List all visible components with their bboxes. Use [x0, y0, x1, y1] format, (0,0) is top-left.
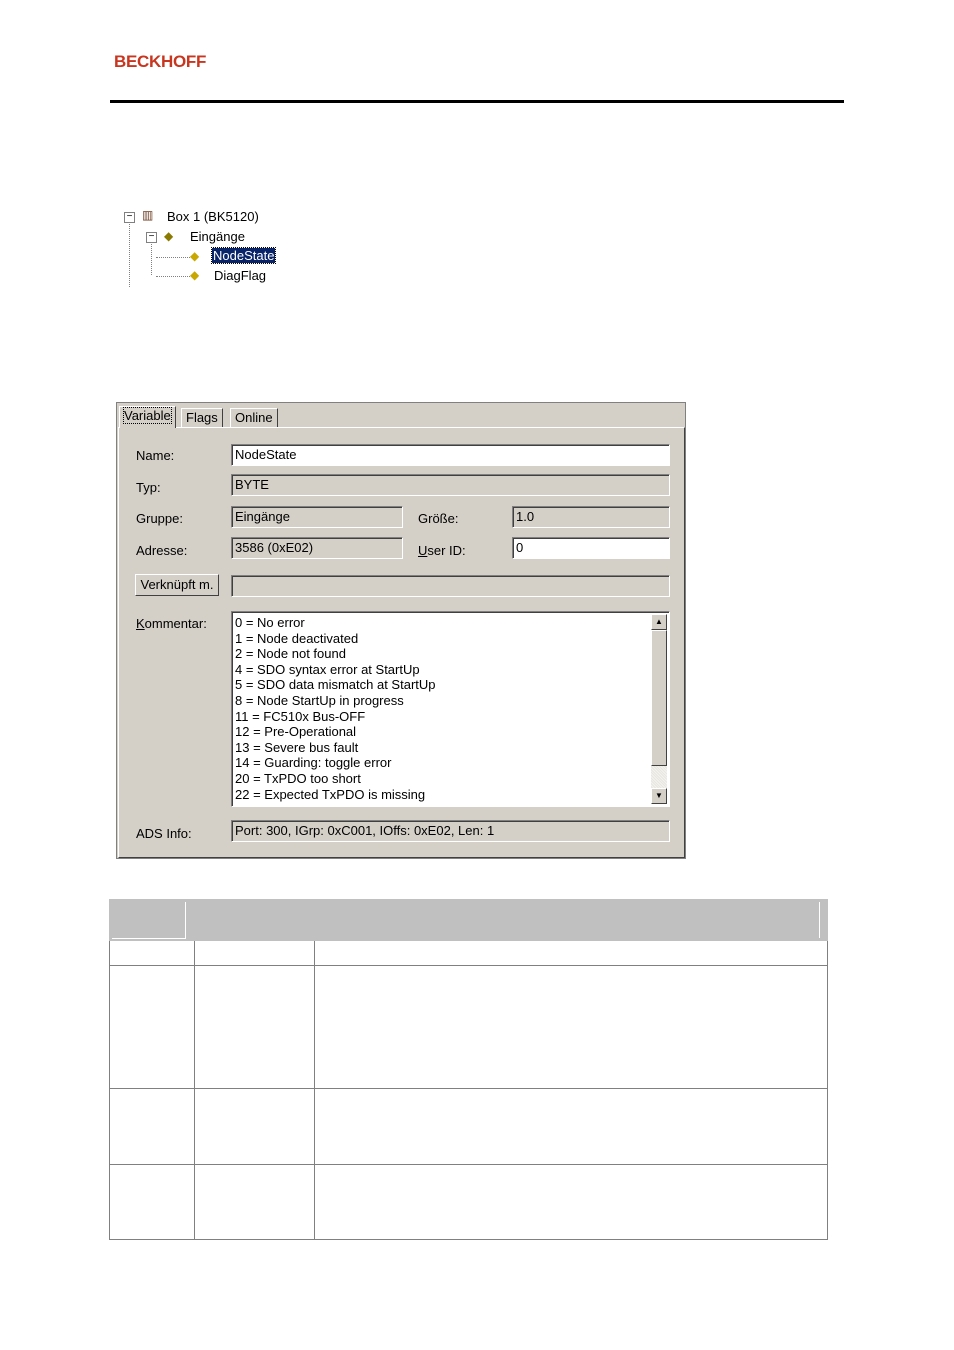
- comment-textarea[interactable]: [231, 611, 670, 807]
- comment-line: 20 = TxPDO too short: [235, 770, 361, 786]
- table-body: [109, 941, 828, 1240]
- tab-online[interactable]: [230, 408, 278, 427]
- name-label: Name:: [136, 448, 175, 463]
- tree-line: [156, 276, 190, 277]
- device-tree: [120, 205, 320, 290]
- header-rule: [110, 100, 844, 103]
- table-row: [110, 1089, 827, 1165]
- tab-variable[interactable]: [119, 406, 176, 428]
- tree-line: [151, 239, 152, 275]
- inputs-folder-icon: ◆: [164, 229, 174, 243]
- name-field[interactable]: NodeState: [231, 444, 670, 466]
- tab-label: Variable: [124, 408, 171, 423]
- groesse-label: Größe:: [418, 511, 459, 526]
- table-header: [109, 899, 828, 941]
- comment-line: 14 = Guarding: toggle error: [235, 755, 392, 771]
- header-cell: [189, 902, 820, 938]
- input-variable-icon: ◆: [190, 249, 200, 263]
- tree-line: [156, 257, 190, 258]
- ads-info-label: ADS Info:: [136, 826, 192, 841]
- data-table: [109, 899, 828, 1240]
- comment-line: 4 = SDO syntax error at StartUp: [235, 661, 420, 677]
- kommentar-label: [136, 616, 207, 631]
- comment-scrollbar[interactable]: [651, 614, 667, 804]
- comment-line: 1 = Node deactivated: [235, 630, 359, 646]
- beckhoff-logo: BECKHOFF: [114, 52, 207, 71]
- user-id-accesskey: U: [418, 543, 428, 558]
- adresse-label: Adresse:: [136, 543, 188, 558]
- tree-item-diagflag[interactable]: DiagFlag: [214, 268, 267, 283]
- tree-item-eingaenge[interactable]: Eingänge: [190, 229, 245, 244]
- comment-lines: [235, 615, 649, 802]
- linked-field: [231, 575, 670, 597]
- tree-item-box[interactable]: Box 1 (BK5120): [167, 209, 259, 224]
- input-variable-icon: ◆: [190, 268, 200, 282]
- box-device-icon: ▥: [142, 208, 154, 222]
- user-id-label: [418, 543, 466, 558]
- comment-line: 12 = Pre-Operational: [235, 724, 357, 740]
- groesse-field: 1.0: [512, 506, 670, 528]
- variable-panel: [118, 427, 685, 858]
- comment-line: 11 = FC510x Bus-OFF: [235, 708, 366, 724]
- linked-to-button[interactable]: Verknüpft m.: [135, 574, 219, 596]
- tab-label: Online: [235, 410, 273, 425]
- tab-label: Flags: [186, 410, 218, 425]
- kommentar-accesskey: K: [136, 616, 145, 631]
- scroll-thumb[interactable]: [651, 630, 667, 766]
- kommentar-label-text: ommentar:: [144, 616, 207, 631]
- gruppe-label: Gruppe:: [136, 511, 183, 526]
- typ-label: Typ:: [136, 480, 161, 495]
- comment-line: 0 = No error: [235, 615, 305, 630]
- header-cell: [112, 902, 186, 939]
- comment-line: 8 = Node StartUp in progress: [235, 692, 404, 708]
- user-id-field[interactable]: 0: [512, 537, 670, 559]
- tree-item-label: NodeState: [213, 248, 275, 263]
- tab-flags[interactable]: [181, 408, 223, 427]
- comment-line: 2 = Node not found: [235, 646, 346, 662]
- gruppe-field: Eingänge: [231, 506, 403, 528]
- collapse-icon[interactable]: −: [146, 232, 157, 243]
- adresse-field: 3586 (0xE02): [231, 537, 403, 559]
- ads-info-field: Port: 300, IGrp: 0xC001, IOffs: 0xE02, Len: 1: [231, 820, 670, 842]
- typ-field: BYTE: [231, 474, 670, 496]
- collapse-icon[interactable]: −: [124, 212, 135, 223]
- tree-item-nodestate[interactable]: [212, 248, 275, 264]
- comment-line: 13 = Severe bus fault: [235, 739, 359, 755]
- comment-line: 5 = SDO data mismatch at StartUp: [235, 677, 436, 693]
- user-id-label-text: ser ID:: [427, 543, 466, 558]
- table-row: [110, 966, 827, 1089]
- table-row: [110, 941, 827, 966]
- scroll-up-icon[interactable]: ▲: [651, 614, 667, 630]
- scroll-down-icon[interactable]: ▼: [651, 788, 667, 804]
- variable-properties-dialog: [116, 402, 686, 859]
- comment-line: 22 = Expected TxPDO is missing: [235, 786, 426, 802]
- tree-line: [129, 219, 130, 287]
